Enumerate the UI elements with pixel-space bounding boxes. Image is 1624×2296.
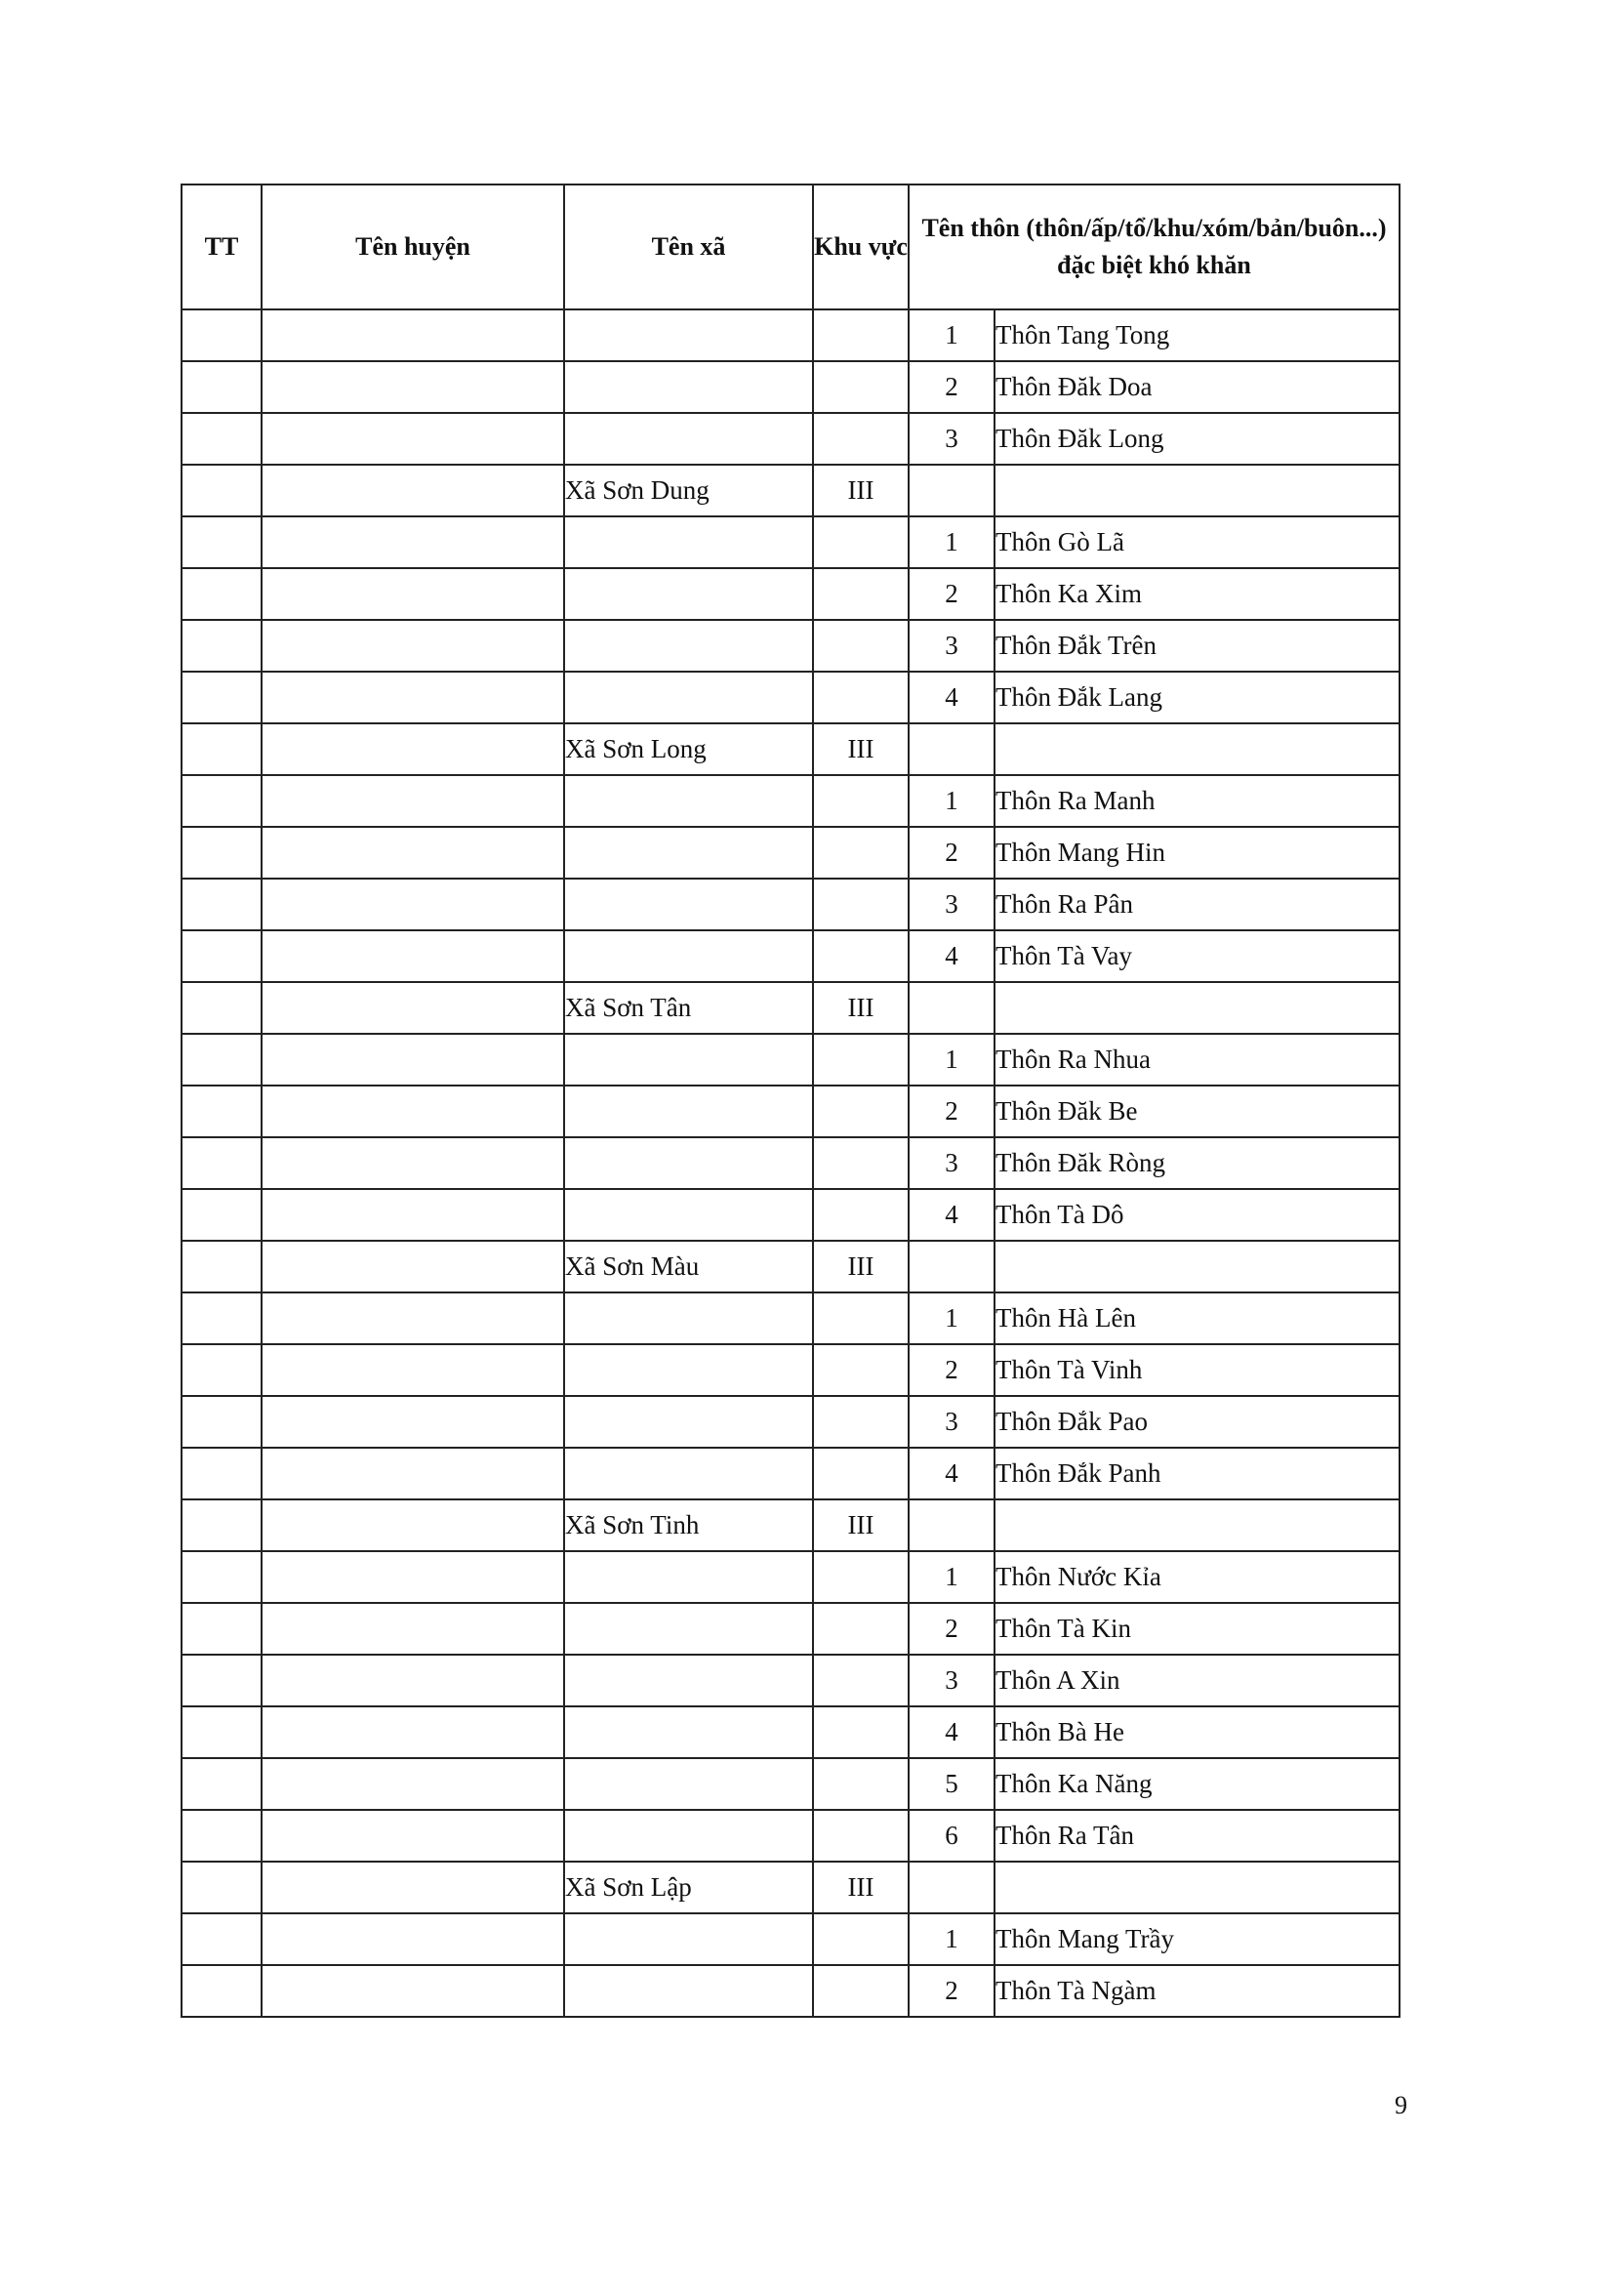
cell-district (262, 723, 564, 775)
cell-commune (564, 1292, 813, 1344)
cell-tt (182, 516, 262, 568)
table-row (182, 1292, 1400, 1344)
table-row (182, 1655, 1400, 1706)
cell-district (262, 1086, 564, 1137)
cell-village-name: Thôn Ra Tân (995, 1810, 1400, 1862)
cell-commune (564, 516, 813, 568)
cell-tt (182, 827, 262, 879)
cell-village-number: 4 (909, 1189, 995, 1241)
cell-district (262, 1241, 564, 1292)
cell-tt (182, 1655, 262, 1706)
cell-area: III (813, 1241, 909, 1292)
cell-village-number: 3 (909, 1655, 995, 1706)
cell-village-name: Thôn Tà Vay (995, 930, 1400, 982)
cell-area: III (813, 465, 909, 516)
table-row (182, 1965, 1400, 2017)
cell-village-number: 4 (909, 672, 995, 723)
cell-district (262, 1292, 564, 1344)
cell-district (262, 1862, 564, 1913)
cell-village-name: Thôn Đắk Trên (995, 620, 1400, 672)
cell-area (813, 1706, 909, 1758)
cell-village-number: 3 (909, 1137, 995, 1189)
cell-commune (564, 1603, 813, 1655)
table-row (182, 982, 1400, 1034)
cell-village-number: 3 (909, 1396, 995, 1448)
cell-village-number: 1 (909, 1551, 995, 1603)
cell-village-number: 3 (909, 413, 995, 465)
table-row (182, 879, 1400, 930)
cell-village-number (909, 1499, 995, 1551)
table-row (182, 1603, 1400, 1655)
cell-district (262, 1758, 564, 1810)
cell-village-number: 4 (909, 1448, 995, 1499)
cell-village-number: 4 (909, 930, 995, 982)
cell-commune: Xã Sơn Tinh (564, 1499, 813, 1551)
cell-district (262, 1034, 564, 1086)
cell-tt (182, 982, 262, 1034)
cell-commune (564, 1810, 813, 1862)
cell-tt (182, 775, 262, 827)
cell-commune (564, 1137, 813, 1189)
cell-area (813, 1655, 909, 1706)
cell-area: III (813, 1499, 909, 1551)
cell-area (813, 1344, 909, 1396)
cell-area (813, 413, 909, 465)
cell-district (262, 1189, 564, 1241)
cell-commune (564, 620, 813, 672)
cell-village-number (909, 982, 995, 1034)
cell-commune (564, 1034, 813, 1086)
table-row (182, 1137, 1400, 1189)
table-row (182, 1499, 1400, 1551)
cell-village-number (909, 723, 995, 775)
cell-village-name: Thôn Ka Xim (995, 568, 1400, 620)
cell-village-number: 2 (909, 1965, 995, 2017)
cell-area (813, 1758, 909, 1810)
cell-area (813, 1137, 909, 1189)
cell-district (262, 1965, 564, 2017)
table-row (182, 930, 1400, 982)
cell-district (262, 827, 564, 879)
cell-village-name: Thôn Hà Lên (995, 1292, 1400, 1344)
cell-village-name: Thôn Ra Pân (995, 879, 1400, 930)
cell-village-name: Thôn Đăk Doa (995, 361, 1400, 413)
header-commune: Tên xã (564, 184, 813, 309)
cell-village-number: 1 (909, 775, 995, 827)
cell-district (262, 1810, 564, 1862)
cell-area (813, 1086, 909, 1137)
cell-area: III (813, 982, 909, 1034)
cell-village-number: 1 (909, 516, 995, 568)
header-district: Tên huyện (262, 184, 564, 309)
cell-village-number: 1 (909, 1034, 995, 1086)
cell-commune: Xã Sơn Long (564, 723, 813, 775)
cell-district (262, 1448, 564, 1499)
cell-commune: Xã Sơn Màu (564, 1241, 813, 1292)
cell-commune (564, 1551, 813, 1603)
table-row (182, 361, 1400, 413)
table-row (182, 1706, 1400, 1758)
cell-commune (564, 879, 813, 930)
cell-village-name: Thôn Đăk Ròng (995, 1137, 1400, 1189)
cell-village-name (995, 1241, 1400, 1292)
cell-area (813, 620, 909, 672)
cell-village-name (995, 723, 1400, 775)
cell-tt (182, 1241, 262, 1292)
cell-tt (182, 361, 262, 413)
header-village: Tên thôn (thôn/ấp/tổ/khu/xóm/bản/buôn...) đặc biệt khó khăn (909, 184, 1400, 309)
cell-district (262, 1603, 564, 1655)
cell-area (813, 568, 909, 620)
cell-village-name: Thôn Đắk Lang (995, 672, 1400, 723)
cell-tt (182, 1396, 262, 1448)
cell-tt (182, 1189, 262, 1241)
table-row (182, 1189, 1400, 1241)
cell-district (262, 1913, 564, 1965)
header-area: Khu vực (813, 184, 909, 309)
page-number: 9 (1395, 2091, 1407, 2119)
cell-district (262, 879, 564, 930)
cell-village-number (909, 1862, 995, 1913)
cell-area (813, 1603, 909, 1655)
cell-district (262, 930, 564, 982)
cell-district (262, 568, 564, 620)
cell-area (813, 1913, 909, 1965)
cell-area (813, 672, 909, 723)
cell-commune (564, 309, 813, 361)
cell-tt (182, 620, 262, 672)
cell-village-name: Thôn Ra Manh (995, 775, 1400, 827)
cell-village-name (995, 982, 1400, 1034)
cell-tt (182, 1292, 262, 1344)
cell-tt (182, 1551, 262, 1603)
cell-village-name: Thôn Gò Lã (995, 516, 1400, 568)
cell-village-number (909, 1241, 995, 1292)
table-row (182, 620, 1400, 672)
cell-district (262, 982, 564, 1034)
cell-village-number: 2 (909, 1603, 995, 1655)
cell-district (262, 775, 564, 827)
cell-district (262, 672, 564, 723)
cell-area (813, 775, 909, 827)
table-row (182, 1758, 1400, 1810)
table-row (182, 309, 1400, 361)
cell-village-number: 1 (909, 1913, 995, 1965)
cell-tt (182, 1137, 262, 1189)
cell-area (813, 1189, 909, 1241)
cell-tt (182, 1344, 262, 1396)
cell-village-name: Thôn Tang Tong (995, 309, 1400, 361)
cell-village-number: 4 (909, 1706, 995, 1758)
cell-village-name: Thôn Ka Năng (995, 1758, 1400, 1810)
cell-commune (564, 568, 813, 620)
cell-commune (564, 930, 813, 982)
cell-area (813, 516, 909, 568)
cell-area (813, 827, 909, 879)
table-row (182, 413, 1400, 465)
cell-area: III (813, 1862, 909, 1913)
cell-tt (182, 465, 262, 516)
cell-district (262, 465, 564, 516)
cell-area (813, 361, 909, 413)
cell-village-name (995, 465, 1400, 516)
cell-tt (182, 1706, 262, 1758)
cell-commune (564, 1655, 813, 1706)
table-row (182, 1448, 1400, 1499)
cell-tt (182, 879, 262, 930)
cell-tt (182, 930, 262, 982)
table-row (182, 1034, 1400, 1086)
cell-village-number: 2 (909, 568, 995, 620)
cell-village-number: 2 (909, 361, 995, 413)
cell-village-number: 3 (909, 879, 995, 930)
cell-district (262, 516, 564, 568)
cell-district (262, 620, 564, 672)
cell-village-name: Thôn Bà He (995, 1706, 1400, 1758)
cell-commune (564, 413, 813, 465)
cell-tt (182, 1034, 262, 1086)
cell-commune (564, 361, 813, 413)
cell-tt (182, 309, 262, 361)
cell-commune (564, 1448, 813, 1499)
cell-village-name: Thôn Tà Ngàm (995, 1965, 1400, 2017)
cell-tt (182, 1499, 262, 1551)
cell-tt (182, 1448, 262, 1499)
cell-village-name: Thôn Tà Dô (995, 1189, 1400, 1241)
cell-tt (182, 568, 262, 620)
cell-village-name: Thôn Tà Vinh (995, 1344, 1400, 1396)
cell-commune (564, 827, 813, 879)
table-body (182, 309, 1400, 2017)
cell-village-name: Thôn Tà Kin (995, 1603, 1400, 1655)
cell-tt (182, 1862, 262, 1913)
cell-area (813, 930, 909, 982)
cell-area (813, 1396, 909, 1448)
cell-district (262, 1655, 564, 1706)
cell-area (813, 309, 909, 361)
cell-area: III (813, 723, 909, 775)
cell-commune (564, 1758, 813, 1810)
cell-area (813, 1448, 909, 1499)
cell-village-name: Thôn Đăk Be (995, 1086, 1400, 1137)
table-row (182, 1551, 1400, 1603)
table-row (182, 723, 1400, 775)
cell-village-number: 5 (909, 1758, 995, 1810)
cell-village-name: Thôn Đắk Pao (995, 1396, 1400, 1448)
cell-village-name (995, 1862, 1400, 1913)
cell-district (262, 1706, 564, 1758)
cell-district (262, 1137, 564, 1189)
cell-village-name: Thôn Đắk Panh (995, 1448, 1400, 1499)
cell-commune (564, 1913, 813, 1965)
cell-tt (182, 672, 262, 723)
header-tt: TT (182, 184, 262, 309)
table-row (182, 465, 1400, 516)
cell-commune: Xã Sơn Dung (564, 465, 813, 516)
table-row (182, 672, 1400, 723)
cell-commune (564, 1344, 813, 1396)
cell-village-name (995, 1499, 1400, 1551)
cell-tt (182, 413, 262, 465)
cell-tt (182, 1965, 262, 2017)
cell-village-number: 1 (909, 309, 995, 361)
table-row (182, 827, 1400, 879)
cell-village-number: 6 (909, 1810, 995, 1862)
cell-area (813, 879, 909, 930)
cell-village-number: 2 (909, 1344, 995, 1396)
cell-village-number: 1 (909, 1292, 995, 1344)
cell-village-number (909, 465, 995, 516)
header-row (182, 184, 1400, 309)
table-row (182, 1241, 1400, 1292)
cell-area (813, 1965, 909, 2017)
cell-commune (564, 1706, 813, 1758)
table-row (182, 1810, 1400, 1862)
cell-village-number: 2 (909, 1086, 995, 1137)
table-row (182, 568, 1400, 620)
table-row (182, 516, 1400, 568)
cell-village-name: Thôn Mang Hin (995, 827, 1400, 879)
cell-commune: Xã Sơn Lập (564, 1862, 813, 1913)
table-row (182, 775, 1400, 827)
cell-district (262, 1344, 564, 1396)
cell-commune (564, 1189, 813, 1241)
cell-commune: Xã Sơn Tân (564, 982, 813, 1034)
cell-district (262, 361, 564, 413)
cell-area (813, 1034, 909, 1086)
table-row (182, 1862, 1400, 1913)
cell-commune (564, 1965, 813, 2017)
cell-commune (564, 1086, 813, 1137)
cell-tt (182, 1810, 262, 1862)
cell-tt (182, 1758, 262, 1810)
cell-tt (182, 723, 262, 775)
cell-commune (564, 672, 813, 723)
table-row (182, 1344, 1400, 1396)
table-row (182, 1913, 1400, 1965)
cell-village-name: Thôn Nước Kỉa (995, 1551, 1400, 1603)
cell-village-name: Thôn Đăk Long (995, 413, 1400, 465)
cell-district (262, 309, 564, 361)
table-row (182, 1086, 1400, 1137)
cell-village-name: Thôn Ra Nhua (995, 1034, 1400, 1086)
cell-area (813, 1810, 909, 1862)
cell-district (262, 1499, 564, 1551)
cell-district (262, 1396, 564, 1448)
cell-area (813, 1292, 909, 1344)
cell-district (262, 1551, 564, 1603)
cell-village-name: Thôn Mang Trầy (995, 1913, 1400, 1965)
cell-district (262, 413, 564, 465)
cell-commune (564, 775, 813, 827)
cell-tt (182, 1603, 262, 1655)
table-row (182, 1396, 1400, 1448)
village-table (181, 184, 1401, 2018)
cell-village-number: 3 (909, 620, 995, 672)
cell-tt (182, 1086, 262, 1137)
cell-village-name: Thôn A Xin (995, 1655, 1400, 1706)
cell-village-number: 2 (909, 827, 995, 879)
cell-area (813, 1551, 909, 1603)
cell-commune (564, 1396, 813, 1448)
cell-tt (182, 1913, 262, 1965)
